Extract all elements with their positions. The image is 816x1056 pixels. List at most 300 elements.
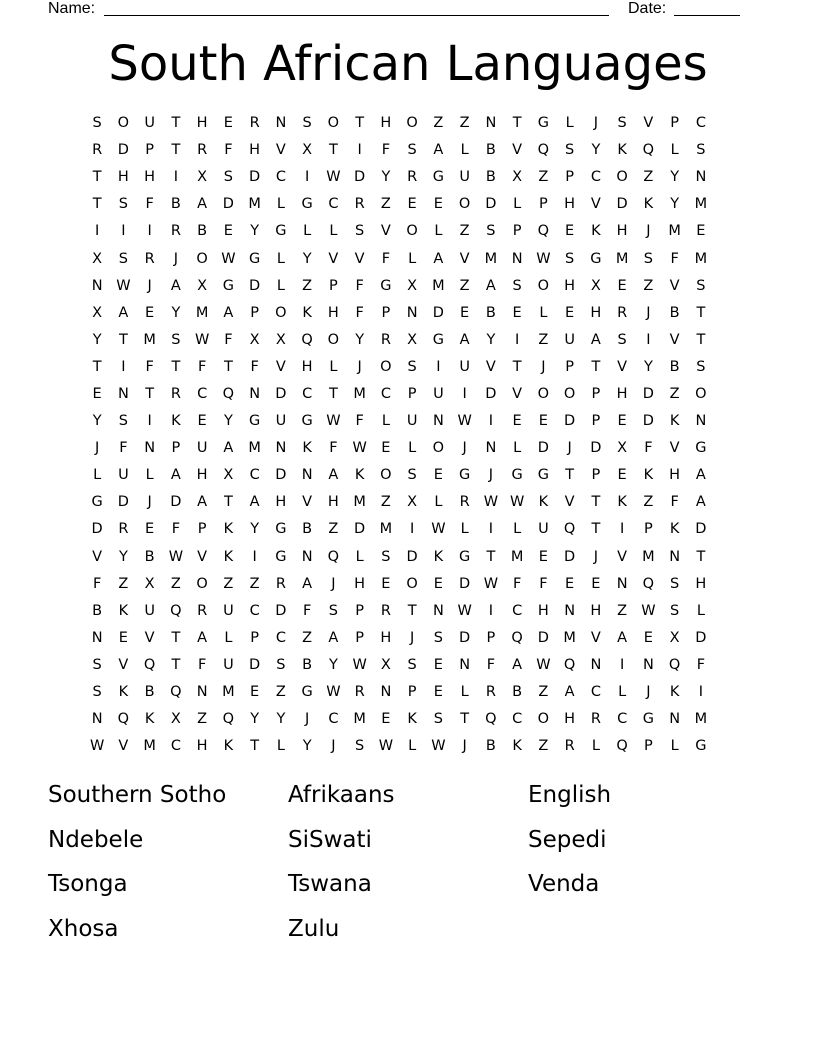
grid-letter: Z — [275, 684, 286, 701]
grid-letter: J — [357, 358, 362, 375]
grid-letter: D — [354, 169, 366, 186]
grid-letter: Y — [276, 711, 286, 728]
grid-letter: O — [196, 250, 208, 267]
grid-letter: N — [275, 115, 287, 132]
grid-letter: D — [91, 521, 103, 538]
grid-letter: G — [432, 331, 444, 348]
grid-letter: Q — [537, 223, 550, 240]
grid-letter: V — [617, 358, 628, 375]
grid-letter: F — [355, 277, 364, 294]
grid-letter: V — [459, 250, 470, 267]
grid-letter: L — [696, 602, 705, 619]
grid-letter: A — [328, 467, 339, 484]
grid-letter: I — [121, 358, 126, 375]
grid-letter: D — [249, 277, 261, 294]
grid-letter: E — [433, 196, 443, 213]
grid-letter: X — [197, 277, 208, 294]
grid-row — [84, 679, 734, 706]
grid-letter: A — [617, 629, 628, 646]
grid-letter: N — [249, 385, 261, 402]
grid-letter: F — [250, 358, 259, 375]
grid-letter: R — [380, 331, 391, 348]
grid-letter: J — [409, 629, 415, 646]
grid-letter: E — [591, 575, 601, 592]
grid-letter: E — [538, 413, 548, 430]
grid-letter: E — [617, 277, 627, 294]
grid-letter: F — [670, 250, 679, 267]
name-label: Name: — [48, 0, 96, 17]
grid-letter: N — [432, 413, 444, 430]
grid-letter: D — [564, 413, 576, 430]
grid-letter: A — [433, 142, 444, 159]
grid-letter: G — [590, 250, 602, 267]
grid-letter: D — [432, 304, 444, 321]
grid-letter: W — [641, 602, 656, 619]
grid-letter: Q — [668, 656, 681, 673]
grid-letter: P — [670, 115, 679, 132]
grid-letter: X — [302, 142, 313, 159]
grid-letter: O — [380, 358, 392, 375]
grid-letter: U — [406, 413, 418, 430]
grid-letter: O — [537, 385, 550, 402]
grid-letter: W — [352, 656, 367, 673]
grid-letter: H — [196, 467, 208, 484]
grid-letter: T — [591, 521, 601, 538]
grid-letter: J — [331, 575, 336, 592]
grid-letter: S — [407, 656, 417, 673]
grid-letter: A — [249, 494, 260, 511]
grid-letter: L — [513, 521, 522, 538]
grid-letter: L — [329, 358, 338, 375]
grid-letter: S — [617, 115, 627, 132]
grid-row — [84, 625, 734, 652]
grid-letter: R — [459, 494, 470, 511]
grid-letter: L — [408, 440, 417, 457]
grid-letter: V — [590, 196, 601, 213]
grid-letter: L — [276, 250, 285, 267]
grid-letter: P — [591, 467, 601, 484]
grid-letter: U — [459, 169, 470, 186]
grid-letter: S — [355, 738, 365, 755]
grid-letter: C — [380, 385, 391, 402]
grid-letter: N — [669, 711, 681, 728]
grid-letter: C — [590, 684, 601, 701]
grid-letter: R — [144, 250, 155, 267]
grid-letter: K — [144, 711, 155, 728]
grid-letter: H — [380, 115, 392, 132]
grid-letter: F — [381, 142, 391, 159]
grid-letter: K — [669, 521, 680, 538]
grid-letter: H — [616, 223, 628, 240]
grid-letter: Q — [642, 142, 655, 159]
grid-letter: U — [118, 467, 129, 484]
grid-row — [84, 435, 734, 462]
grid-letter: G — [695, 738, 707, 755]
grid-letter: K — [302, 304, 312, 321]
grid-letter: T — [512, 115, 522, 132]
grid-letter: E — [433, 575, 443, 592]
grid-letter: P — [145, 142, 154, 159]
grid-letter: L — [460, 142, 469, 159]
grid-letter: T — [355, 115, 365, 132]
grid-letter: V — [485, 358, 496, 375]
grid-letter: H — [564, 277, 576, 294]
grid-letter: B — [144, 684, 155, 701]
grid-letter: O — [695, 385, 707, 402]
grid-letter: O — [275, 304, 287, 321]
grid-letter: L — [408, 250, 417, 267]
grid-row — [84, 489, 734, 516]
grid-letter: D — [616, 196, 628, 213]
grid-letter: K — [617, 142, 627, 159]
grid-letter: D — [485, 385, 497, 402]
grid-letter: S — [118, 413, 128, 430]
grid-row — [84, 218, 734, 245]
grid-letter: L — [460, 684, 469, 701]
grid-letter: E — [92, 385, 102, 402]
grid-letter: C — [617, 711, 628, 728]
grid-letter: G — [380, 277, 392, 294]
grid-letter: E — [433, 656, 443, 673]
grid-letter: V — [118, 738, 129, 755]
grid-letter: N — [564, 602, 576, 619]
grid-row — [84, 516, 734, 543]
grid-letter: T — [328, 142, 338, 159]
grid-row — [84, 273, 734, 300]
grid-letter: L — [565, 115, 574, 132]
grid-letter: D — [695, 521, 707, 538]
grid-letter: Z — [118, 575, 129, 592]
grid-letter: K — [118, 602, 129, 619]
grid-letter: V — [144, 629, 155, 646]
grid-letter: A — [695, 494, 706, 511]
grid-letter: G — [249, 250, 261, 267]
grid-letter: V — [197, 548, 208, 565]
grid-letter: L — [618, 684, 627, 701]
grid-letter: N — [91, 277, 103, 294]
grid-row — [84, 652, 734, 679]
grid-letter: O — [458, 196, 471, 213]
grid-letter: J — [488, 467, 494, 484]
grid-letter: I — [173, 169, 179, 186]
grid-letter: L — [303, 223, 312, 240]
grid-letter: P — [539, 196, 548, 213]
grid-letter: Q — [222, 385, 235, 402]
grid-letter: R — [197, 142, 208, 159]
grid-letter: Q — [222, 711, 235, 728]
grid-letter: M — [143, 738, 156, 755]
grid-letter: R — [407, 169, 418, 186]
grid-letter: N — [511, 250, 523, 267]
grid-letter: B — [485, 738, 496, 755]
grid-letter: M — [615, 250, 629, 267]
grid-letter: H — [275, 494, 287, 511]
grid-letter: T — [328, 385, 338, 402]
grid-letter: E — [617, 413, 627, 430]
grid-letter: E — [643, 629, 653, 646]
grid-letter: P — [565, 169, 574, 186]
grid-letter: S — [696, 277, 706, 294]
page-title: South African Languages — [108, 36, 708, 92]
grid-letter: R — [485, 684, 496, 701]
grid-letter: V — [380, 223, 391, 240]
grid-letter: B — [485, 304, 496, 321]
grid-letter: Y — [92, 331, 102, 348]
grid-letter: X — [223, 467, 234, 484]
grid-letter: W — [483, 494, 499, 511]
grid-letter: X — [407, 494, 418, 511]
grid-letter: Y — [223, 413, 233, 430]
grid-letter: K — [407, 711, 417, 728]
grid-letter: E — [512, 304, 522, 321]
grid-letter: W — [326, 169, 341, 186]
grid-letter: Y — [381, 169, 391, 186]
grid-letter: D — [642, 385, 654, 402]
grid-letter: D — [459, 575, 471, 592]
grid-letter: H — [301, 358, 313, 375]
grid-letter: F — [145, 196, 154, 213]
grid-letter: L — [434, 223, 443, 240]
grid-letter: D — [117, 142, 129, 159]
grid-letter: X — [669, 629, 680, 646]
grid-letter: W — [194, 331, 210, 348]
grid-letter: F — [329, 440, 338, 457]
grid-letter: B — [144, 548, 155, 565]
grid-letter: X — [92, 250, 103, 267]
grid-letter: N — [695, 169, 707, 186]
grid-letter: J — [541, 358, 546, 375]
grid-letter: L — [355, 548, 364, 565]
grid-letter: S — [643, 250, 653, 267]
grid-letter: C — [512, 711, 523, 728]
grid-letter: D — [537, 629, 549, 646]
grid-letter: P — [355, 629, 364, 646]
grid-letter: H — [196, 115, 208, 132]
grid-letter: Z — [459, 223, 470, 240]
grid-letter: G — [459, 467, 471, 484]
grid-letter: K — [171, 413, 181, 430]
grid-letter: K — [669, 413, 680, 430]
grid-letter: K — [118, 684, 129, 701]
grid-letter: K — [223, 738, 234, 755]
grid-letter: K — [617, 494, 627, 511]
grid-letter: G — [301, 196, 313, 213]
grid-letter: N — [432, 602, 444, 619]
grid-letter: L — [381, 413, 390, 430]
grid-row — [84, 571, 734, 598]
grid-letter: I — [147, 223, 152, 240]
grid-letter: S — [381, 548, 391, 565]
grid-letter: F — [486, 656, 496, 673]
grid-letter: D — [249, 169, 261, 186]
grid-letter: I — [619, 656, 625, 673]
grid-letter: I — [619, 521, 625, 538]
grid-letter: O — [537, 711, 550, 728]
grid-letter: H — [695, 575, 707, 592]
grid-letter: V — [302, 494, 313, 511]
grid-letter: P — [644, 521, 653, 538]
grid-letter: T — [460, 711, 470, 728]
grid-letter: Z — [538, 738, 549, 755]
grid-letter: U — [144, 115, 155, 132]
grid-letter: D — [275, 385, 287, 402]
grid-letter: H — [249, 142, 261, 159]
grid-letter: A — [302, 575, 313, 592]
grid-letter: S — [486, 223, 496, 240]
grid-letter: O — [380, 467, 392, 484]
grid-letter: B — [92, 602, 103, 619]
grid-letter: E — [617, 467, 627, 484]
grid-letter: Z — [643, 169, 654, 186]
grid-letter: V — [590, 629, 601, 646]
grid-letter: N — [301, 548, 313, 565]
grid-letter: J — [462, 440, 467, 457]
grid-letter: N — [459, 656, 471, 673]
grid-letter: S — [92, 656, 102, 673]
grid-letter: A — [459, 331, 470, 348]
grid-letter: B — [197, 223, 208, 240]
grid-letter: N — [91, 629, 103, 646]
grid-letter: N — [196, 684, 208, 701]
word-list — [48, 779, 768, 957]
grid-letter: A — [485, 277, 496, 294]
grid-letter: X — [512, 169, 523, 186]
grid-letter: D — [275, 467, 287, 484]
grid-letter: T — [171, 656, 181, 673]
grid-letter: P — [250, 304, 259, 321]
grid-letter: J — [147, 494, 152, 511]
grid-letter: X — [380, 656, 391, 673]
grid-letter: D — [222, 196, 234, 213]
grid-letter: E — [407, 196, 417, 213]
grid-letter: T — [696, 548, 706, 565]
grid-letter: Q — [537, 142, 550, 159]
grid-letter: H — [354, 575, 366, 592]
grid-letter: N — [695, 413, 707, 430]
grid-letter: X — [249, 331, 260, 348]
grid-letter: Z — [433, 115, 444, 132]
grid-letter: R — [170, 385, 181, 402]
grid-letter: E — [223, 115, 233, 132]
word-list-item: Tsonga — [48, 871, 128, 897]
grid-letter: M — [379, 521, 393, 538]
grid-letter: A — [590, 331, 601, 348]
grid-letter: V — [92, 548, 103, 565]
grid-letter: D — [564, 548, 576, 565]
grid-letter: B — [170, 196, 181, 213]
grid-letter: Z — [223, 575, 234, 592]
grid-letter: J — [646, 684, 651, 701]
grid-row — [84, 733, 734, 760]
grid-letter: M — [563, 629, 576, 646]
grid-letter: H — [327, 494, 339, 511]
grid-letter: A — [328, 629, 339, 646]
word-list-item: Afrikaans — [288, 782, 395, 808]
grid-letter: P — [407, 385, 417, 402]
grid-letter: I — [488, 521, 494, 538]
grid-letter: T — [171, 629, 181, 646]
grid-letter: S — [171, 331, 181, 348]
grid-letter: W — [536, 656, 551, 673]
grid-letter: W — [326, 413, 341, 430]
grid-letter: Z — [538, 169, 549, 186]
grid-letter: R — [354, 196, 365, 213]
grid-letter: E — [145, 521, 155, 538]
grid-row — [84, 137, 734, 164]
grid-letter: L — [539, 304, 548, 321]
grid-letter: Z — [302, 277, 313, 294]
grid-letter: D — [117, 494, 129, 511]
grid-letter: I — [304, 169, 310, 186]
grid-letter: M — [668, 223, 681, 240]
grid-letter: X — [590, 277, 601, 294]
grid-letter: H — [537, 602, 549, 619]
grid-letter: S — [565, 250, 575, 267]
grid-letter: F — [171, 521, 181, 538]
word-list-item: Ndebele — [48, 826, 144, 853]
grid-letter: P — [486, 629, 496, 646]
grid-letter: Y — [250, 711, 260, 728]
grid-letter: R — [275, 575, 286, 592]
grid-row — [84, 300, 734, 327]
grid-letter: D — [170, 494, 182, 511]
grid-letter: K — [223, 548, 234, 565]
grid-letter: M — [353, 711, 366, 728]
grid-letter: S — [92, 115, 102, 132]
grid-letter: R — [354, 684, 365, 701]
grid-letter: X — [407, 331, 418, 348]
grid-row — [84, 110, 734, 137]
grid-letter: G — [537, 115, 549, 132]
word-list-item: Southern Sotho — [48, 782, 227, 808]
grid-letter: N — [616, 575, 628, 592]
grid-letter: L — [513, 196, 522, 213]
grid-letter: O — [406, 575, 418, 592]
grid-letter: E — [433, 684, 443, 701]
grid-letter: E — [460, 304, 470, 321]
grid-letter: F — [197, 358, 207, 375]
grid-letter: M — [195, 304, 209, 321]
grid-letter: T — [92, 358, 102, 375]
grid-letter: R — [249, 115, 260, 132]
grid-letter: Y — [328, 656, 338, 673]
grid-letter: J — [462, 738, 467, 755]
grid-letter: V — [564, 494, 575, 511]
grid-letter: R — [92, 142, 103, 159]
grid-letter: H — [117, 169, 129, 186]
grid-letter: C — [695, 115, 706, 132]
grid-letter: N — [275, 440, 287, 457]
grid-letter: M — [432, 277, 445, 294]
grid-letter: K — [223, 521, 234, 538]
grid-letter: Q — [485, 711, 497, 728]
grid-letter: N — [590, 656, 602, 673]
grid-letter: M — [694, 711, 708, 728]
grid-letter: V — [669, 331, 680, 348]
grid-letter: G — [301, 413, 313, 430]
grid-letter: E — [565, 575, 575, 592]
grid-letter: G — [642, 711, 654, 728]
grid-letter: A — [564, 684, 575, 701]
grid-letter: C — [197, 385, 208, 402]
grid-letter: F — [224, 142, 233, 159]
grid-letter: C — [328, 711, 339, 728]
grid-letter: Y — [302, 738, 312, 755]
grid-letter: Q — [563, 656, 576, 673]
grid-letter: W — [378, 738, 394, 755]
grid-letter: E — [223, 223, 233, 240]
grid-letter: C — [275, 629, 286, 646]
